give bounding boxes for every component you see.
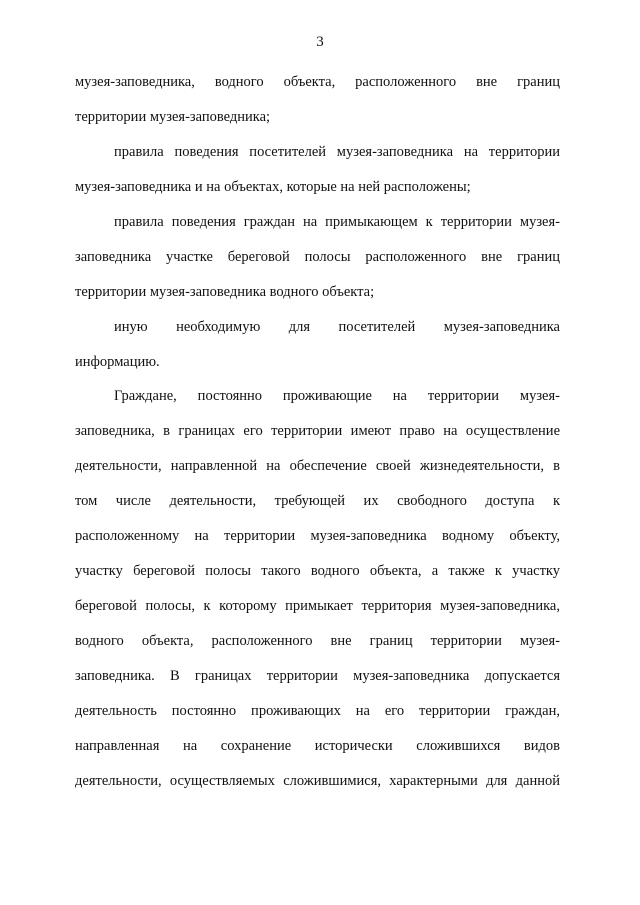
- text-line: территории музея-заповедника водного объекта;: [75, 284, 375, 300]
- text-line: территории музея-заповедника;: [75, 109, 271, 125]
- text-line: деятельности, направленной на обеспечение своей жизнедеятельности, в: [75, 458, 560, 474]
- text-line: водного объекта, расположенного вне границ территории музея-: [75, 633, 560, 649]
- text-line: деятельности, осуществляемых сложившимися, характерными для данной: [75, 773, 560, 789]
- text-line: береговой полосы, к которому примыкает территория музея-заповедника,: [75, 598, 560, 614]
- text-line: музея-заповедника и на объектах, которые на ней расположены;: [75, 179, 471, 195]
- text-line: заповедника участке береговой полосы расположенного вне границ: [75, 249, 560, 265]
- text-line: Граждане, постоянно проживающие на территории музея-: [114, 388, 560, 404]
- text-line: иную необходимую для посетителей музея-заповедника: [114, 319, 560, 335]
- text-line: деятельность постоянно проживающих на его территории граждан,: [75, 703, 560, 719]
- text-line: музея-заповедника, водного объекта, расположенного вне границ: [75, 74, 560, 90]
- text-line: правила поведения граждан на примыкающем к территории музея-: [114, 214, 560, 230]
- text-line: информацию.: [75, 354, 160, 370]
- text-line: расположенному на территории музея-заповедника водному объекту,: [75, 528, 560, 544]
- text-line: заповедника. В границах территории музея-заповедника допускается: [75, 668, 560, 684]
- text-line: направленная на сохранение исторически сложившихся видов: [75, 738, 560, 754]
- text-line: участку береговой полосы такого водного объекта, а также к участку: [75, 563, 560, 579]
- text-line: правила поведения посетителей музея-заповедника на территории: [114, 144, 560, 160]
- text-line: заповедника, в границах его территории имеют право на осуществление: [75, 423, 560, 439]
- page-number: 3: [316, 34, 324, 50]
- text-line: том числе деятельности, требующей их свободного доступа к: [75, 493, 560, 509]
